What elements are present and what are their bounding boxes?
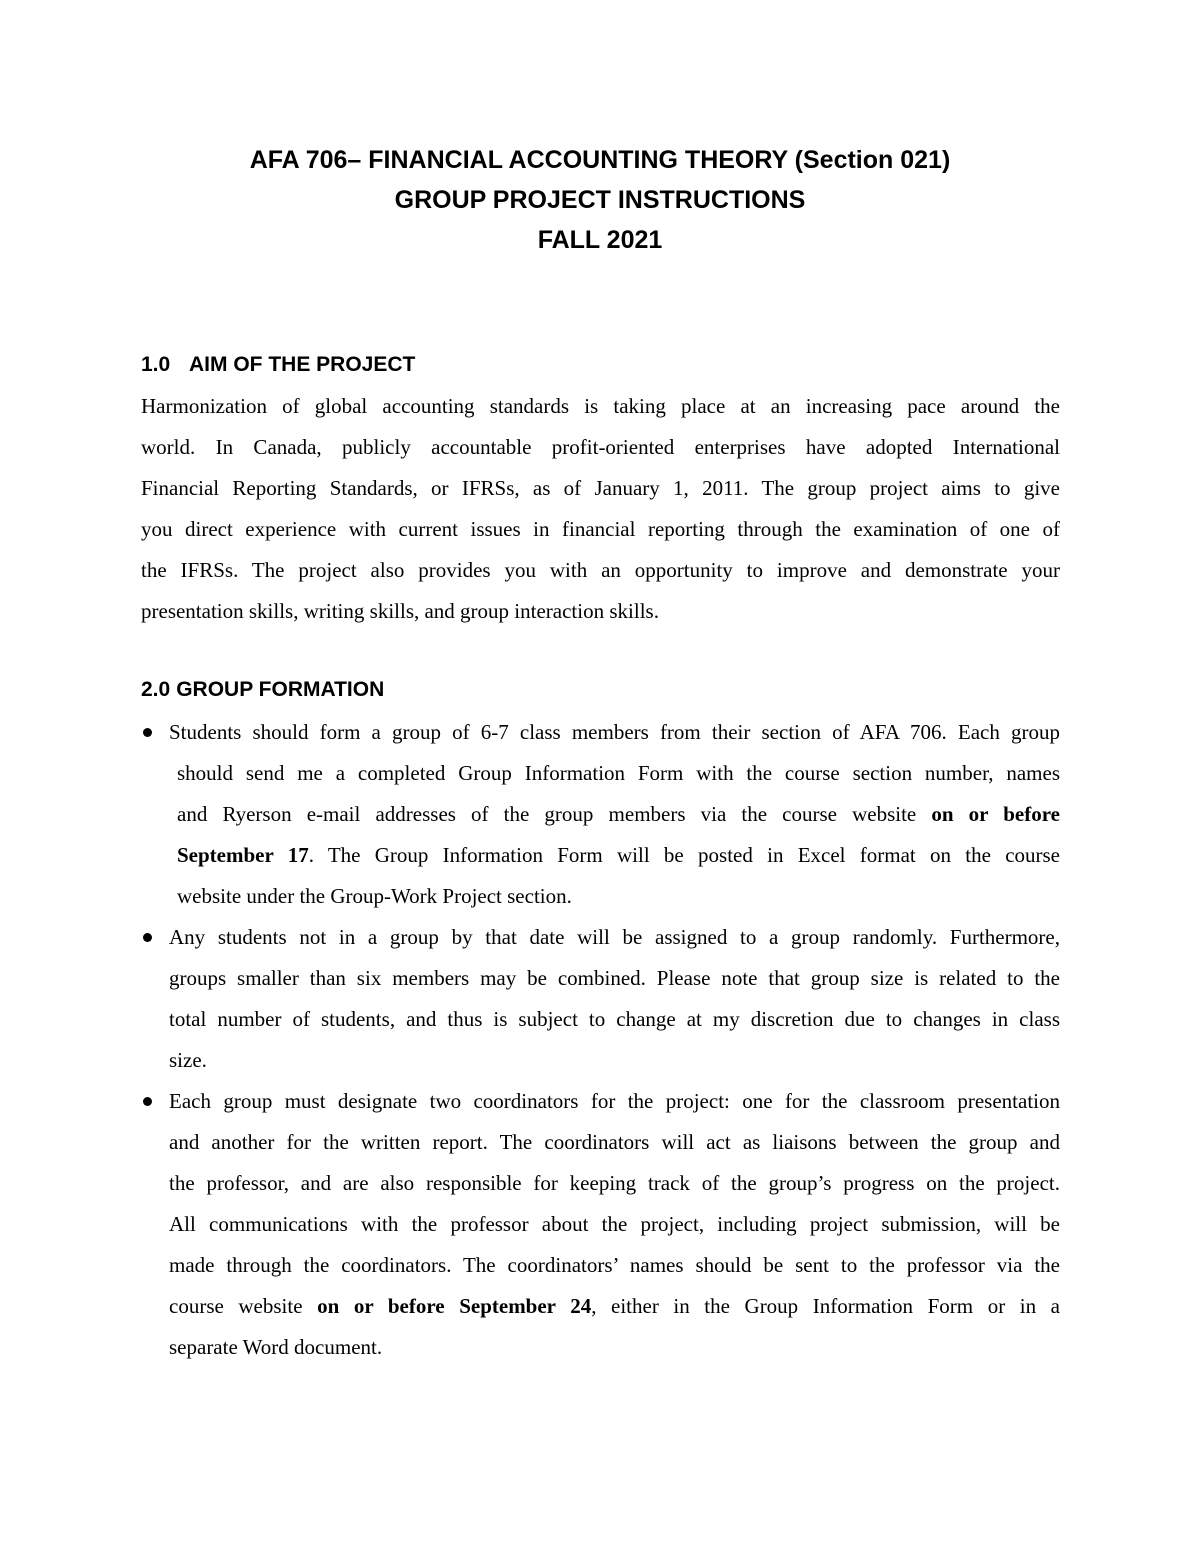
bullet-line: Students should form a group of 6-7 class members from their section of AFA 706. Each group (169, 720, 1060, 744)
bullet-icon (143, 933, 152, 942)
bullet-line: separate Word document. (169, 1335, 383, 1359)
paragraph-line: Harmonization of global accounting standards is taking place at an increasing pace around the (141, 394, 1060, 418)
section-2-title: GROUP FORMATION (176, 678, 385, 701)
list-item (141, 712, 1060, 917)
bullet-line: size. (169, 1048, 207, 1072)
bullet-line: website under the Group-Work Project section. (177, 884, 572, 908)
section-1-number: 1.0 (141, 353, 171, 376)
deadline-emphasis: on or before (931, 802, 1060, 826)
bullet-icon (143, 1097, 152, 1106)
title-course: AFA 706– FINANCIAL ACCOUNTING THEORY (Section 021) (249, 146, 951, 174)
title-subject: GROUP PROJECT INSTRUCTIONS (394, 186, 806, 214)
title-term: FALL 2021 (537, 226, 663, 254)
bullet-text: course website (169, 1294, 318, 1318)
bullet-text: , either in the Group Information Form or in a (591, 1294, 1060, 1318)
bullet-line: Each group must designate two coordinators for the project: one for the classroom presentation (169, 1089, 1060, 1113)
bullet-line (177, 835, 1060, 876)
paragraph-line: presentation skills, writing skills, and group interaction skills. (141, 599, 659, 623)
section-1-heading (141, 351, 415, 379)
bullet-line (169, 1286, 1060, 1327)
bullet-icon (143, 728, 152, 737)
section-1-paragraph (141, 386, 1060, 632)
section-2-number: 2.0 (141, 678, 171, 701)
paragraph-line: world. In Canada, publicly accountable profit-oriented enterprises have adopted International (141, 435, 1060, 459)
bullet-line: groups smaller than six members may be combined. Please note that group size is related to the (169, 966, 1060, 990)
bullet-line: made through the coordinators. The coordinators’ names should be sent to the professor via the (169, 1253, 1060, 1277)
bullet-text: . The Group Information Form will be posted in Excel format on the course (308, 843, 1060, 867)
bullet-line (177, 794, 1060, 835)
section-1-title: AIM OF THE PROJECT (189, 353, 416, 376)
bullet-text: and Ryerson e-mail addresses of the group members via the course website (177, 802, 932, 826)
section-2-heading (141, 676, 384, 704)
deadline-emphasis: on or before September 24 (317, 1294, 592, 1318)
bullet-line: the professor, and are also responsible for keeping track of the group’s progress on the project. (169, 1171, 1060, 1195)
list-item (141, 917, 1060, 1081)
bullet-line: Any students not in a group by that date will be assigned to a group randomly. Furthermore, (169, 925, 1060, 949)
paragraph-line: the IFRSs. The project also provides you with an opportunity to improve and demonstrate your (141, 558, 1060, 582)
group-formation-list (141, 712, 1060, 1368)
paragraph-line: you direct experience with current issues in financial reporting through the examination of one of (141, 517, 1060, 541)
deadline-date: September 17 (177, 843, 309, 867)
paragraph-line: Financial Reporting Standards, or IFRSs, as of January 1, 2011. The group project aims to give (141, 476, 1060, 500)
document-title (0, 140, 1200, 260)
bullet-line: total number of students, and thus is subject to change at my discretion due to changes in class (169, 1007, 1060, 1031)
bullet-line: and another for the written report. The coordinators will act as liaisons between the group and (169, 1130, 1060, 1154)
bullet-line: All communications with the professor about the project, including project submission, will be (169, 1212, 1060, 1236)
list-item (141, 1081, 1060, 1368)
bullet-line: should send me a completed Group Information Form with the course section number, names (177, 761, 1060, 785)
